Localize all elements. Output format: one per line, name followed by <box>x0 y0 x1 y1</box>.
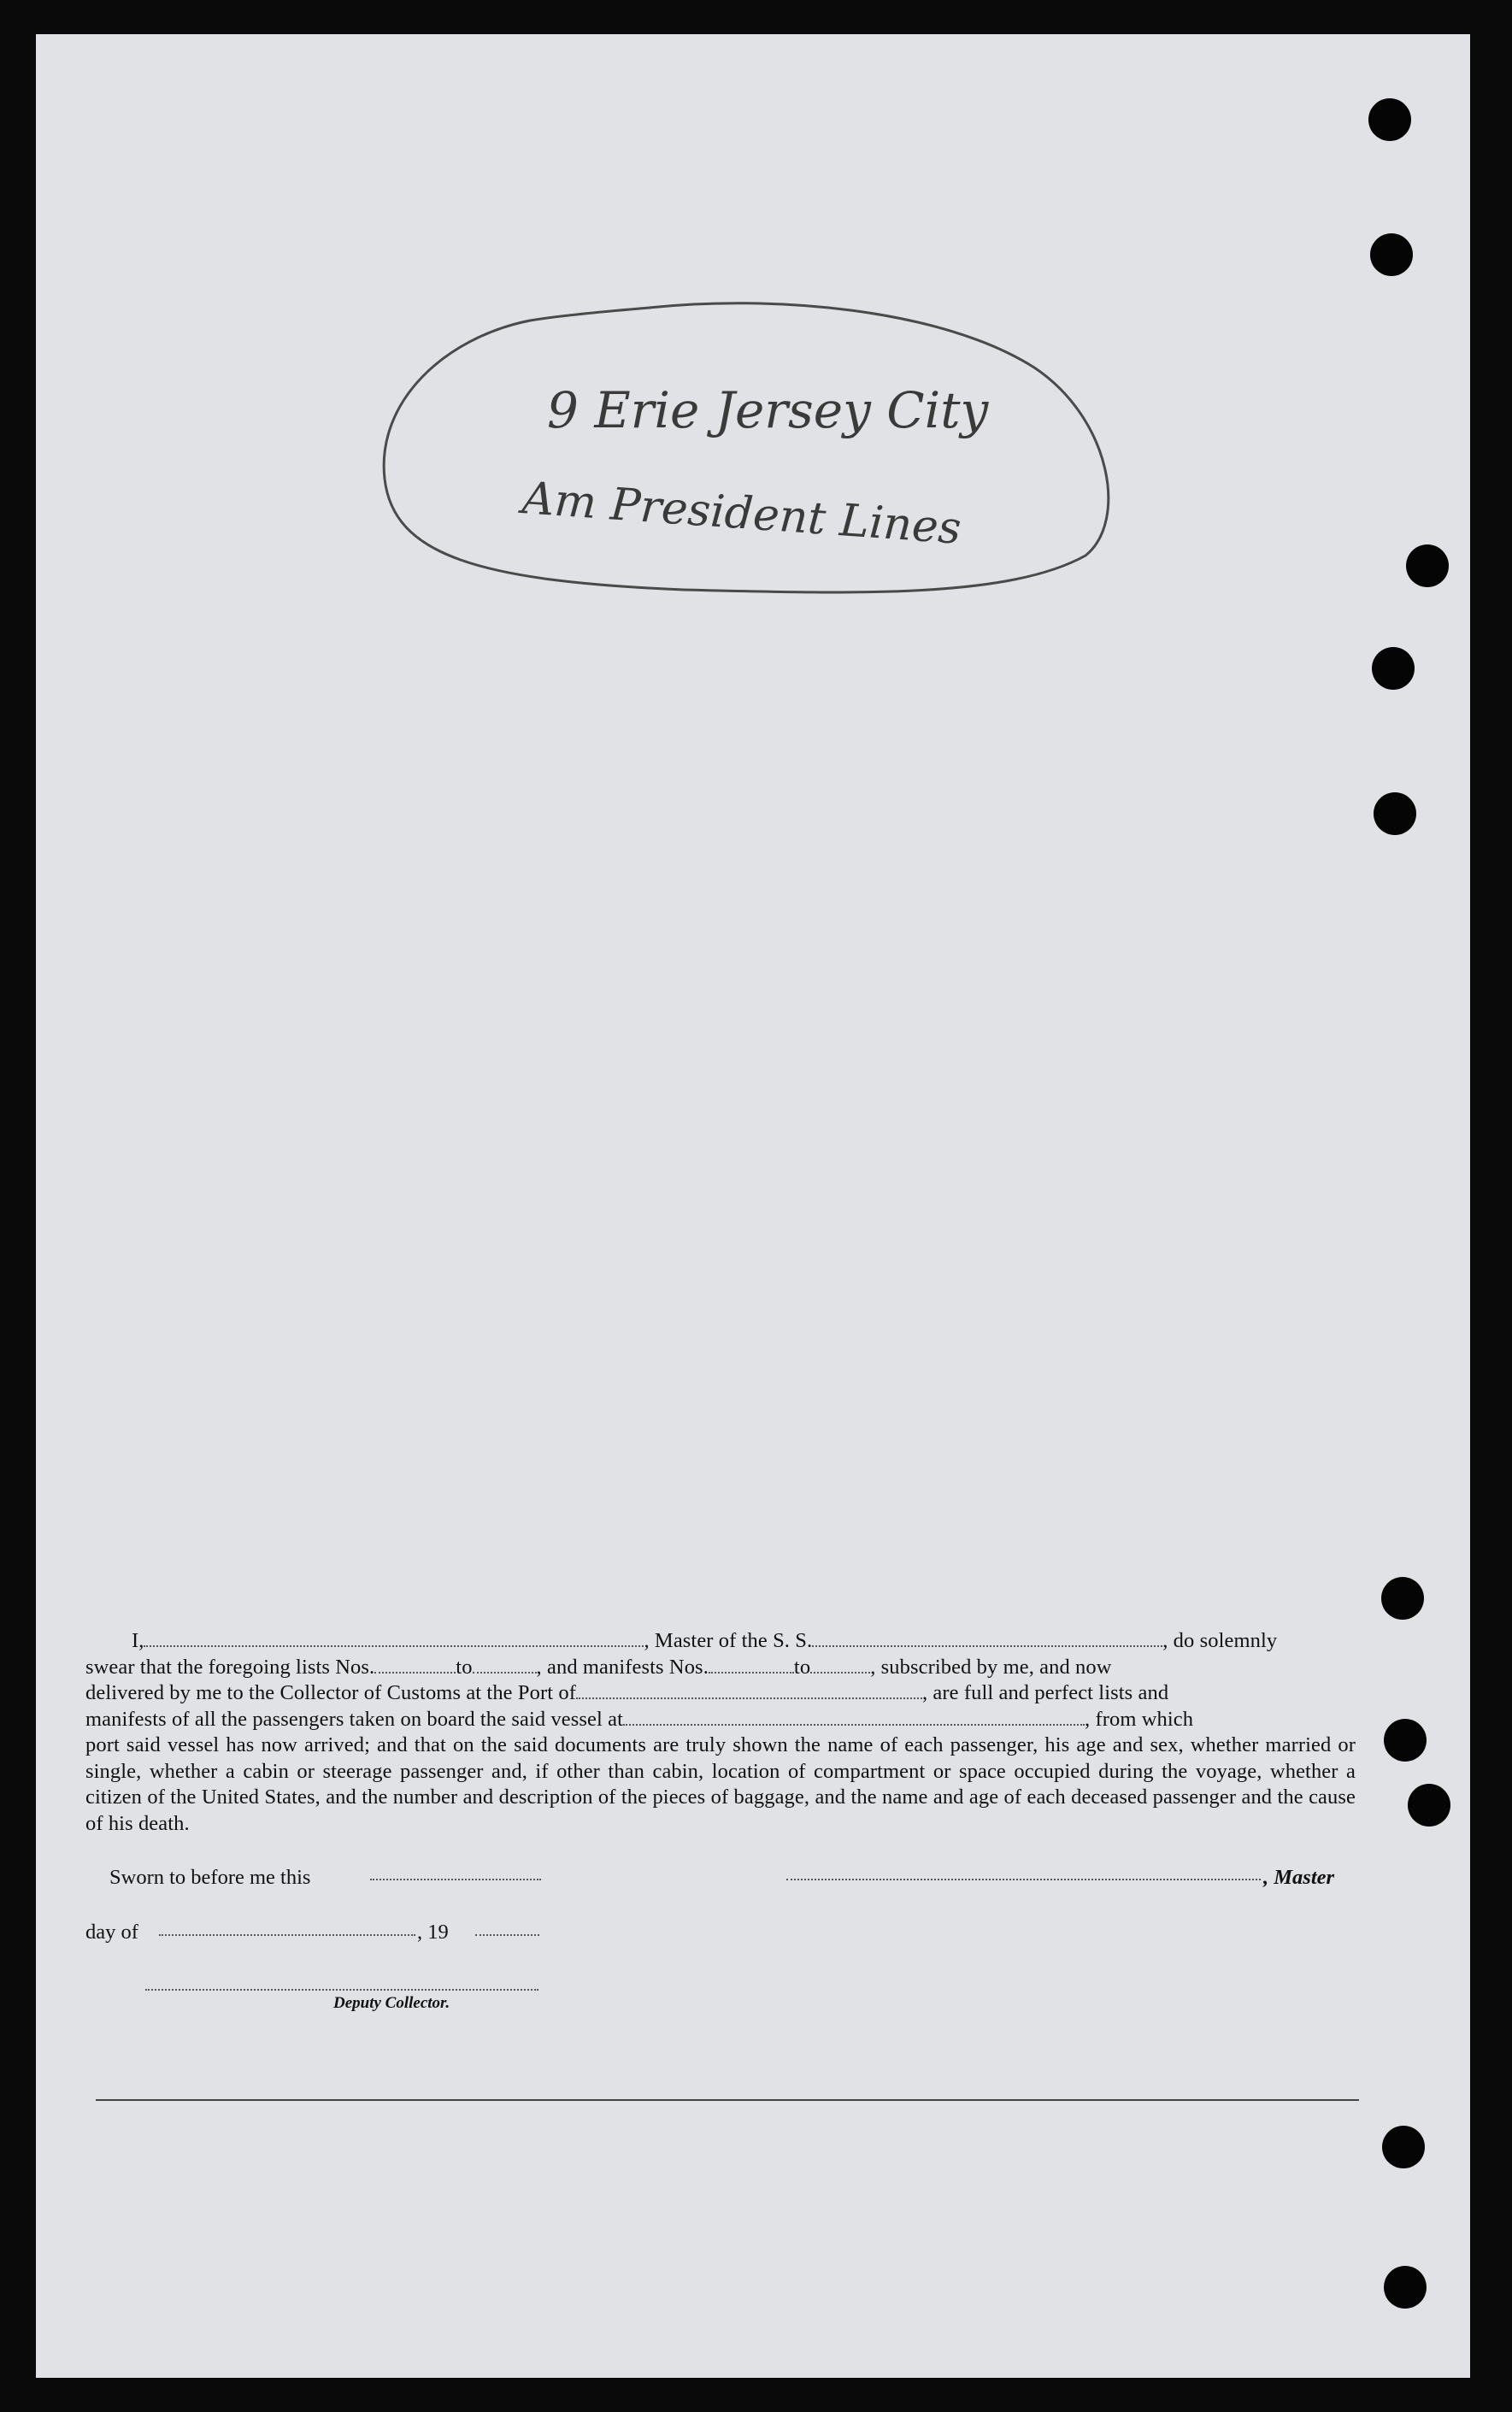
oath-subscribed: , subscribed by me, and now <box>870 1655 1112 1679</box>
day-of-label: day of <box>85 1921 138 1944</box>
year-field <box>475 1933 539 1936</box>
boarding-port-field <box>623 1707 1085 1726</box>
oath-to-2: to <box>793 1655 811 1679</box>
master-label: , Master <box>1263 1866 1335 1889</box>
list-to-field <box>473 1655 537 1674</box>
oath-swear: swear that the foregoing lists Nos. <box>85 1655 375 1679</box>
sworn-date-field <box>370 1878 541 1880</box>
oath-rest: port said vessel has now arrived; and that on the said documents are truly shown the name of each passenger, his age and sex, whether married or single, whether a cabin or steerage passenger and, if other than cabin, location of compartment or space occupied during the voyage, whether a citizen of the United States, and the number and description of the pieces of baggage, and the name and age of each deceased passenger and the cause of his death. <box>85 1733 1356 1835</box>
port-field <box>576 1680 922 1699</box>
oath-from-which: , from which <box>1085 1707 1194 1731</box>
deputy-signature-field <box>145 1988 538 1991</box>
oath-full-perfect: , are full and perfect lists and <box>921 1681 1169 1704</box>
oath-to-1: to <box>456 1655 473 1679</box>
handwritten-line-1: 9 Erie Jersey City <box>547 381 989 439</box>
oath-i: I, <box>132 1629 144 1652</box>
ellipse-outline <box>384 303 1109 592</box>
master-signature-field <box>786 1878 1261 1880</box>
oath-do-solemnly: , do solemnly <box>1162 1629 1278 1652</box>
divider-rule <box>96 2099 1359 2101</box>
sworn-label: Sworn to before me this <box>109 1866 311 1889</box>
oath-and-manifests: , and manifests Nos. <box>536 1655 709 1679</box>
master-name-field <box>144 1628 644 1647</box>
year-prefix: , 19 <box>417 1921 449 1944</box>
vessel-name-field <box>812 1628 1162 1647</box>
oath-delivered: delivered by me to the Collector of Customs at the Port of <box>85 1681 576 1704</box>
day-of-field <box>159 1933 415 1936</box>
oath-master-of: , Master of the S. S. <box>644 1629 813 1652</box>
oath-manifests-all: manifests of all the passengers taken on board the said vessel at <box>85 1707 624 1731</box>
manifest-from-field <box>709 1655 794 1674</box>
manifest-to-field <box>810 1655 870 1674</box>
handwritten-line-2: Am President Lines <box>521 473 963 555</box>
list-from-field <box>374 1655 456 1674</box>
deputy-collector-label: Deputy Collector. <box>333 1994 450 2012</box>
oath-paragraph <box>85 1628 1356 1837</box>
